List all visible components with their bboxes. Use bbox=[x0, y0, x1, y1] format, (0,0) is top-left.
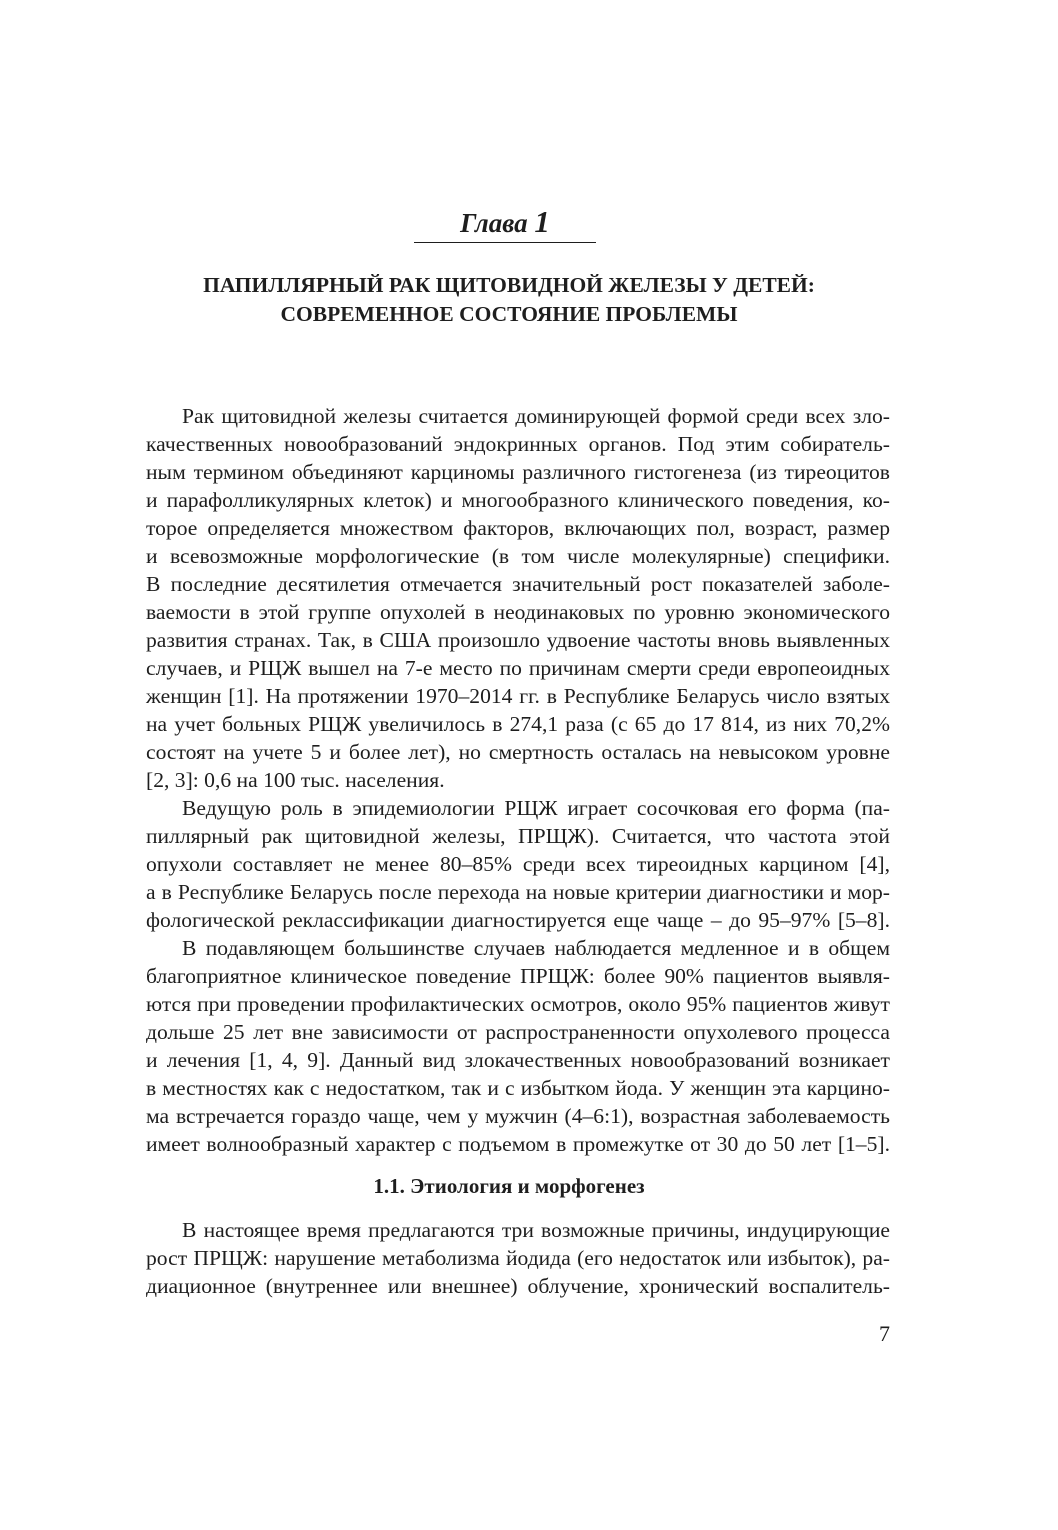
paragraph-1-line: и парафолликулярных клеток) и многообразного клинического поведения, ко- bbox=[146, 488, 890, 512]
chapter-title-line: СОВРЕМЕННОЕ СОСТОЯНИЕ ПРОБЛЕМЫ bbox=[280, 302, 738, 326]
paragraph-1-line: качественных новообразований эндокринных органов. Под этим собиратель- bbox=[146, 432, 890, 456]
paragraph-3-line: дольше 25 лет вне зависимости от распространенности опухолевого процесса bbox=[146, 1020, 890, 1044]
paragraph-1-line: состоят на учете 5 и более лет), но смертность осталась на невысоком уровне bbox=[146, 740, 890, 764]
paragraph-1-line: случаев, и РЩЖ вышел на 7-е место по причинам смерти среди европеоидных bbox=[146, 656, 890, 680]
paragraph-1-line: женщин [1]. На протяжении 1970–2014 гг. в Республике Беларусь число взятых bbox=[146, 684, 890, 708]
paragraph-1-line: на учет больных РЩЖ увеличилось в 274,1 раза (с 65 до 17 814, из них 70,2% bbox=[146, 712, 890, 736]
paragraph-3-line: и лечения [1, 4, 9]. Данный вид злокачественных новообразований возникает bbox=[146, 1048, 890, 1072]
section-paragraph-line: В настоящее время предлагаются три возможные причины, индуцирующие bbox=[182, 1218, 890, 1242]
paragraph-2-line: пиллярный рак щитовидной железы, ПРЩЖ). Считается, что частота этой bbox=[146, 824, 890, 848]
paragraph-3-line: ма встречается гораздо чаще, чем у мужчин (4–6:1), возрастная заболеваемость bbox=[146, 1104, 890, 1128]
section-paragraph-line: рост ПРЩЖ: нарушение метаболизма йодида (его недостаток или избыток), ра- bbox=[146, 1246, 890, 1270]
paragraph-1-line: [2, 3]: 0,6 на 100 тыс. населения. bbox=[146, 768, 445, 792]
paragraph-1-line: В последние десятилетия отмечается значительный рост показателей заболе- bbox=[146, 572, 890, 596]
paragraph-3-line: в местностях как с недостатком, так и с избытком йода. У женщин эта карцино- bbox=[146, 1076, 890, 1100]
paragraph-1-line: Рак щитовидной железы считается доминирующей формой среди всех зло- bbox=[182, 404, 890, 428]
chapter-title-line: ПАПИЛЛЯРНЫЙ РАК ЩИТОВИДНОЙ ЖЕЛЕЗЫ У ДЕТЕЙ: bbox=[203, 273, 815, 297]
paragraph-3-line: имеет волнообразный характер с подъемом в промежутке от 30 до 50 лет [1–5]. bbox=[146, 1132, 890, 1156]
paragraph-1-line: и всевозможные морфологические (в том числе молекулярные) специфики. bbox=[146, 544, 890, 568]
paragraph-2-line: Ведущую роль в эпидемиологии РЩЖ играет сосочковая его форма (па- bbox=[182, 796, 890, 820]
chapter-number: 1 bbox=[534, 204, 550, 239]
chapter-title bbox=[140, 271, 878, 329]
paragraph-2-line: а в Республике Беларусь после перехода на новые критерии диагностики и мор- bbox=[146, 880, 890, 904]
chapter-label: Глава bbox=[460, 208, 528, 238]
paragraph-3-line: ются при проведении профилактических осмотров, около 95% пациентов живут bbox=[146, 992, 890, 1016]
section-heading: 1.1. Этиология и морфогенез bbox=[373, 1174, 645, 1198]
paragraph-1-line: ным термином объединяют карциномы различного гистогенеза (из тиреоцитов bbox=[146, 460, 890, 484]
paragraph-1-line: ваемости в этой группе опухолей в неодинаковых по уровню экономического bbox=[146, 600, 890, 624]
chapter-heading bbox=[414, 202, 596, 243]
paragraph-2-line: опухоли составляет не менее 80–85% среди всех тиреоидных карцином [4], bbox=[146, 852, 890, 876]
paragraph-1-line: торое определяется множеством факторов, включающих пол, возраст, размер bbox=[146, 516, 890, 540]
section-paragraph-line: диационное (внутреннее или внешнее) облучение, хронический воспалитель- bbox=[146, 1274, 890, 1298]
paragraph-2-line: фологической реклассификации диагностируется еще чаще – до 95–97% [5–8]. bbox=[146, 908, 890, 932]
paragraph-3-line: В подавляющем большинстве случаев наблюдается медленное и в общем bbox=[182, 936, 890, 960]
paragraph-1-line: развития странах. Так, в США произошло удвоение частоты вновь выявленных bbox=[146, 628, 890, 652]
paragraph-3-line: благоприятное клиническое поведение ПРЩЖ: более 90% пациентов выявля- bbox=[146, 964, 890, 988]
page-number: 7 bbox=[879, 1321, 890, 1346]
